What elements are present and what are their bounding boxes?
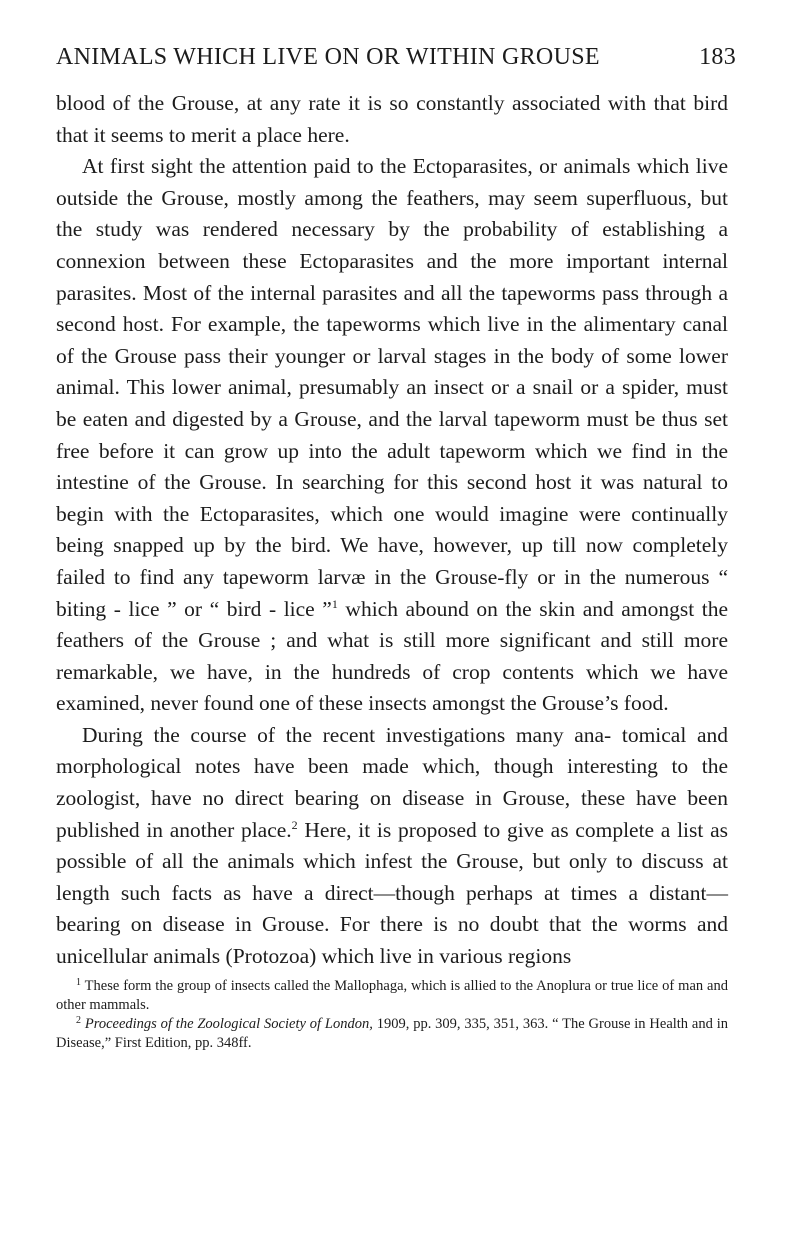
footnote-2-mark: 2	[76, 1014, 81, 1026]
paragraph-1-text: blood of the Grouse, at any rate it is so constantly associated with that bird that it seems to merit a place here.	[56, 91, 728, 147]
paragraph-2-text-b: which abound on the skin and amongst the feathers of the Grouse ; and what is still more significant and still more remarkable, we have, in the hundreds of crop contents which we have examined, never found one of these insects amongst the Grouse’s food.	[56, 596, 728, 716]
paragraph-3-text-b: Here, it is proposed to give as complete a list as possible of all the animals which infest the Grouse, but only to discuss at length such facts as have a direct—though perhaps at times a distant—bearing on disease in Grouse. For there is no doubt that the worms and unicellular animals (Protozoa) which live in various regions	[56, 817, 728, 969]
paragraph-2	[56, 151, 728, 720]
footnote-2	[56, 1015, 728, 1053]
paragraph-3-text-a: During the course of the recent investigations many ana- tomical and morphological notes have been made which, though interesting to the zoologist, have no direct bearing on disease in Grouse, these have been published in another place.	[56, 722, 728, 842]
paragraph-3	[56, 720, 728, 973]
body-text	[56, 88, 728, 973]
footnote-ref-1: 1	[331, 596, 338, 611]
footnote-2-journal: Proceedings of the Zoological Society of London,	[81, 1015, 373, 1032]
paragraph-1	[56, 88, 728, 151]
footnote-2-text: 1909, pp. 309, 335, 351, 363. “ The Grouse in Health and in Disease,” First Edition, pp. 348ff.	[56, 1015, 728, 1051]
page-number: 183	[699, 44, 736, 70]
running-head	[56, 44, 736, 84]
footnote-1-mark: 1	[76, 976, 81, 988]
footnote-1	[56, 977, 728, 1015]
footnotes	[56, 977, 728, 1053]
footnote-1-text: These form the group of insects called the Mallophaga, which is allied to the Anoplura or true lice of man and other mammals.	[56, 977, 728, 1013]
running-title: ANIMALS WHICH LIVE ON OR WITHIN GROUSE	[56, 44, 600, 70]
footnote-ref-2: 2	[291, 817, 298, 832]
book-page	[56, 44, 736, 1053]
paragraph-2-text-a: At first sight the attention paid to the Ectoparasites, or animals which live outside the Grouse, mostly among the feathers, may seem superfluous, but the study was rendered necessary by the probability of establishing a connexion between these Ectoparasites and the more important internal parasites. Most of the internal parasites and all the tapeworms pass through a second host. For example, the tapeworms which live in the alimentary canal of the Grouse pass their younger or larval stages in the body of some lower animal. This lower animal, presumably an insect or a snail or a spider, must be eaten and digested by a Grouse, and the larval tapeworm must be thus set free before it can grow up into the adult tapeworm which we find in the intestine of the Grouse. In searching for this second host it was natural to begin with the Ectoparasites, which one would imagine were continually being snapped up by the bird. We have, however, up till now completely failed to find any tapeworm larvæ in the Grouse-fly or in the numerous “ biting - lice ” or “ bird - lice ”	[56, 154, 728, 621]
